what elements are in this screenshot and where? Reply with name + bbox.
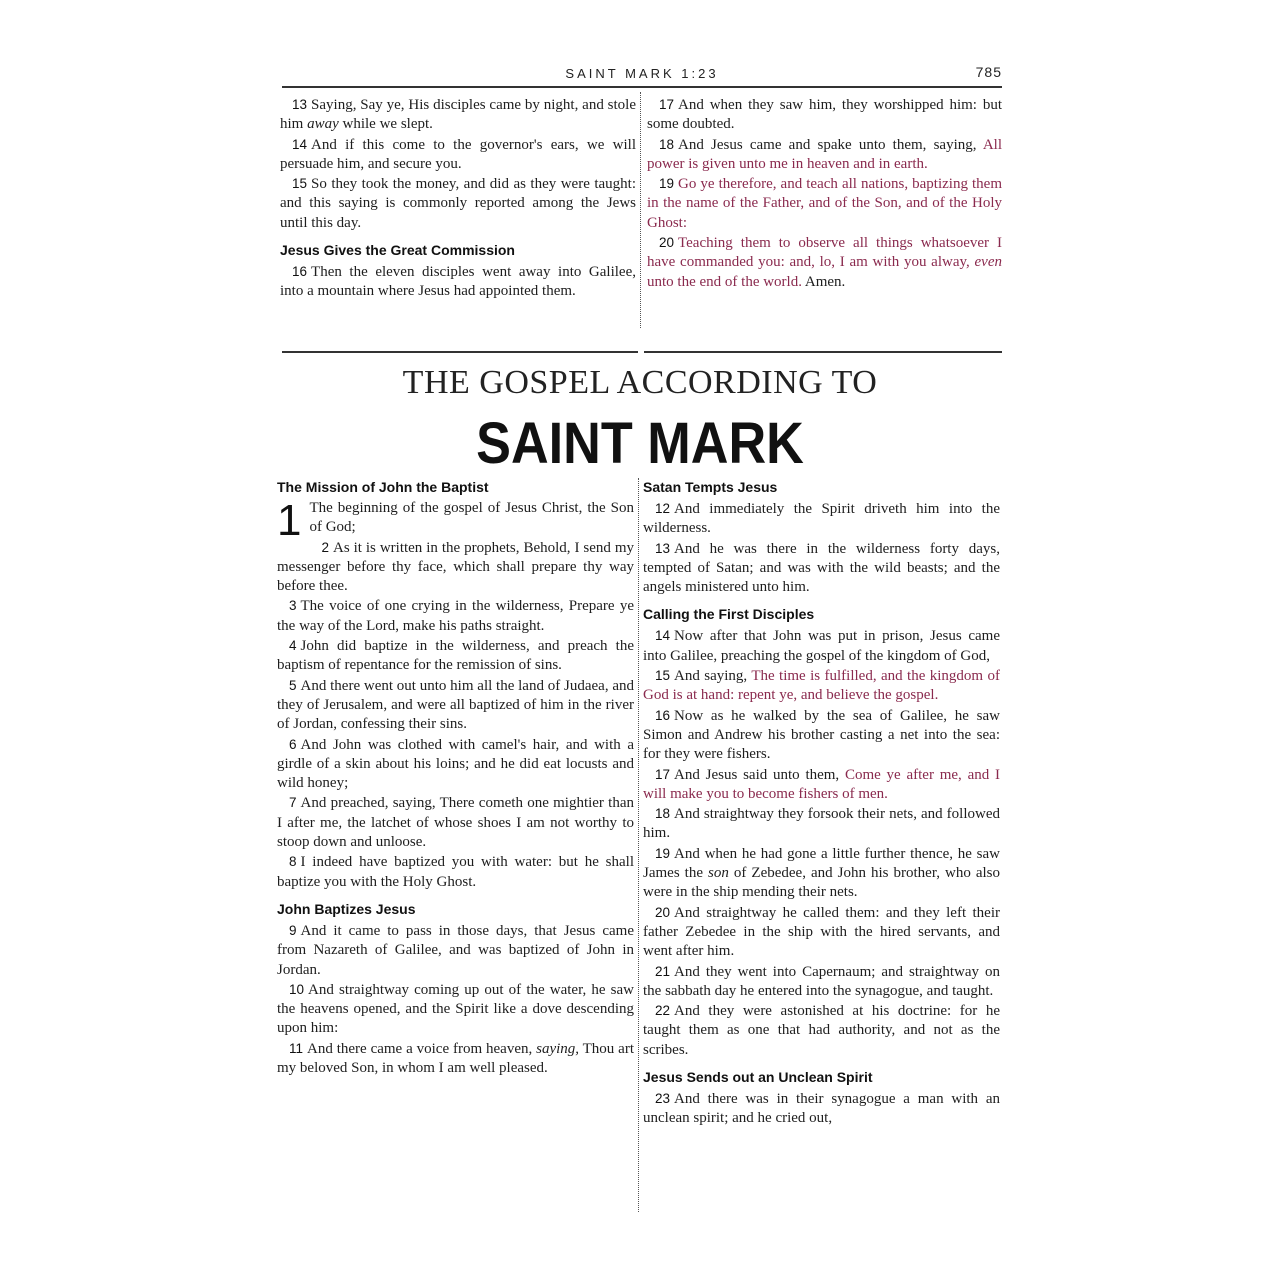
mark-right-column — [643, 478, 1000, 1129]
verse-number: 16 — [655, 707, 671, 723]
verse — [277, 596, 634, 636]
verse — [643, 903, 1000, 962]
verse-number: 23 — [655, 1091, 671, 1107]
words-of-christ: The time is fulfilled, and the kingdom of God is at hand: repent ye, and believe the gospel. — [643, 668, 1000, 704]
verse-text: Then the eleven disciples went away into Galilee, into a mountain where Jesus had appointed them. — [280, 264, 636, 300]
column-divider — [640, 92, 641, 328]
verse-text: I indeed have baptized you with water: but he shall baptize you with the Holy Ghost. — [277, 854, 634, 890]
verse-text: while we slept. — [338, 116, 433, 133]
verse-number: 10 — [289, 981, 305, 997]
verse-text: And Jesus said unto them, — [674, 766, 845, 783]
verse — [277, 1039, 634, 1079]
verse — [643, 706, 1000, 765]
verse-number: 17 — [655, 766, 671, 782]
words-of-christ: All power is given unto me in heaven and in earth. — [647, 136, 1002, 172]
verse-text: And immediately the Spirit driveth him into the wilderness. — [643, 501, 1000, 537]
verse-number: 20 — [659, 235, 675, 251]
verse-text: The beginning of the gospel of Jesus Christ, the Son of God; — [309, 500, 634, 536]
book-pre-title: THE GOSPEL ACCORDING TO — [402, 364, 878, 401]
verse-text: And saying, — [674, 668, 752, 685]
verse-text: And preached, saying, There cometh one mightier than I after me, the latchet of whose shoes I am not worthy to stoop down and unloose. — [277, 795, 634, 851]
book-separator-rule — [644, 351, 1002, 353]
verse-text: The voice of one crying in the wilderness, Prepare ye the way of the Lord, make his paths straight. — [277, 598, 634, 634]
verse-number: 4 — [289, 638, 297, 654]
page-number: 785 — [975, 64, 1002, 80]
verse-number: 19 — [659, 176, 675, 192]
verse — [280, 95, 636, 135]
italic-word: even — [974, 254, 1002, 271]
verse — [280, 174, 636, 233]
verse-number: 22 — [655, 1003, 671, 1019]
verse-text: And there was in their synagogue a man with an unclean spirit; and he cried out, — [643, 1091, 1000, 1127]
verse — [277, 793, 634, 852]
words-of-christ: unto the end of the world. — [647, 273, 802, 290]
verse — [643, 844, 1000, 903]
verse-number: 18 — [659, 136, 675, 152]
matthew-end-left-column — [280, 95, 636, 302]
verse — [277, 496, 634, 545]
italic-word: son — [708, 865, 729, 882]
verse — [277, 735, 634, 794]
book-title: SAINT MARK — [476, 411, 804, 476]
running-head — [282, 62, 1002, 84]
verse — [647, 135, 1002, 175]
verse-text: And they were astonished at his doctrine: for he taught them as one that had authority, and not as the scribes. — [643, 1003, 1000, 1058]
verse — [647, 95, 1002, 135]
running-head-title: SAINT MARK 1:23 — [565, 66, 719, 81]
mark-left-column — [277, 478, 634, 1078]
verse-number: 7 — [289, 795, 297, 811]
verse-text: And straightway they forsook their nets, and followed him. — [643, 806, 1000, 842]
verse-text: And when they saw him, they worshipped him: but some doubted. — [647, 97, 1002, 133]
section-heading: The Mission of John the Baptist — [277, 479, 489, 495]
verse-text: And John was clothed with camel's hair, and with a girdle of a skin about his loins; and he did eat locusts and wild honey; — [277, 736, 634, 792]
italic-word: saying, — [536, 1040, 580, 1057]
verse-number: 18 — [655, 806, 671, 822]
section-heading: Calling the First Disciples — [643, 606, 815, 623]
verse — [277, 852, 634, 892]
verse-text: And it came to pass in those days, that Jesus came from Nazareth of Galilee, and was baptized of John in Jordan. — [277, 922, 634, 978]
verse-number: 13 — [292, 97, 308, 112]
verse-text: And there went out unto him all the land of Judaea, and they of Jerusalem, and were all baptized of him in the river of Jordan, confessing their sins. — [277, 677, 634, 733]
verse-text: Now after that John was put in prison, Jesus came into Galilee, preaching the gospel of the kingdom of God, — [643, 628, 1000, 664]
verse-number: 5 — [289, 677, 297, 693]
verse — [643, 626, 1000, 666]
matthew-end-right-column — [647, 95, 1002, 292]
verse-text: As it is written in the prophets, Behold, I send my messenger before thy face, which shall prepare thy way before thee. — [277, 539, 634, 595]
verse-text: And he was there in the wilderness forty days, tempted of Satan; and was with the wild beasts; and the angels ministered unto him. — [643, 540, 1000, 596]
verse — [277, 921, 634, 980]
verse-text: Saying, Say ye, His disciples came by night, and stole him — [280, 97, 636, 133]
verse-number: 8 — [289, 854, 297, 870]
verse-text: Thou art my beloved Son, in whom I am well pleased. — [277, 1040, 634, 1077]
verse-number: 9 — [289, 922, 297, 938]
verse-number: 16 — [292, 264, 308, 280]
verse — [280, 262, 636, 302]
verse-number: 2 — [321, 539, 329, 555]
section-heading: Satan Tempts Jesus — [643, 479, 778, 495]
verse-number: 15 — [292, 176, 308, 192]
verse-number: 11 — [289, 1040, 304, 1056]
verse-text: And straightway coming up out of the water, he saw the heavens opened, and the Spirit like a dove descending upon him: — [277, 981, 634, 1037]
verse-text: So they took the money, and did as they were taught: and this saying is commonly reported among the Jews until this day. — [280, 176, 636, 231]
verse — [277, 636, 634, 676]
verse-text: Amen. — [801, 273, 846, 290]
verse-text: And there came a voice from heaven, — [307, 1040, 537, 1057]
verse — [643, 539, 1000, 598]
verse — [643, 804, 1000, 844]
verse — [643, 666, 1000, 706]
verse — [280, 135, 636, 175]
verse — [647, 174, 1002, 233]
verse-text: And they went into Capernaum; and straightway on the sabbath day he entered into the synagogue, and taught. — [643, 963, 1000, 999]
verse-number: 14 — [292, 136, 308, 152]
verse — [277, 538, 634, 597]
verse-number: 3 — [289, 598, 297, 614]
verse-number: 13 — [655, 540, 671, 556]
verse-number: 15 — [655, 668, 671, 684]
words-of-christ: Come ye after me, and I will make you to become fishers of men. — [643, 766, 1000, 802]
chapter-number: 1 — [277, 496, 302, 545]
verse-text: Now as he walked by the sea of Galilee, he saw Simon and Andrew his brother casting a net into the sea: for they were fishers. — [643, 707, 1000, 763]
verse-text: And if this come to the governor's ears, we will persuade him, and secure you. — [280, 136, 636, 172]
book-separator-rule — [282, 351, 638, 353]
words-of-christ: Go ye therefore, and teach all nations, baptizing them in the name of the Father, and of the Son, and of the Holy Ghost: — [647, 176, 1002, 231]
section-heading: John Baptizes Jesus — [277, 900, 416, 917]
verse-number: 12 — [655, 501, 671, 516]
verse-number: 19 — [655, 845, 671, 861]
verse — [647, 233, 1002, 292]
header-rule — [282, 86, 1002, 88]
verse-text: John did baptize in the wilderness, and preach the baptism of repentance for the remission of sins. — [277, 638, 634, 674]
verse-number: 6 — [289, 736, 297, 752]
verse — [643, 765, 1000, 805]
verse-number: 21 — [655, 963, 671, 979]
section-heading: Jesus Sends out an Unclean Spirit — [643, 1069, 873, 1086]
verse — [643, 962, 1000, 1002]
verse-text: And Jesus came and spake unto them, saying, — [678, 136, 983, 153]
words-of-christ: Teaching them to observe all things whatsoever I have commanded you: and, lo, I am with you alway, — [647, 235, 1002, 271]
verse — [277, 676, 634, 735]
verse — [643, 1089, 1000, 1129]
verse-number: 20 — [655, 904, 671, 920]
column-divider — [638, 478, 639, 1212]
verse-text: And straightway he called them: and they left their father Zebedee in the ship with the hired servants, and went after him. — [643, 904, 1000, 960]
verse-number: 17 — [659, 97, 675, 112]
italic-word: away — [307, 116, 339, 133]
section-heading: Jesus Gives the Great Commission — [280, 242, 515, 259]
verse-text: of Zebedee, and John his brother, who also were in the ship mending their nets. — [643, 865, 1001, 901]
verse — [277, 980, 634, 1039]
verse-number: 14 — [655, 628, 671, 644]
verse — [643, 1001, 1000, 1060]
verse — [643, 499, 1000, 539]
verse-text: And when he had gone a little further thence, he saw James the — [643, 845, 1000, 882]
